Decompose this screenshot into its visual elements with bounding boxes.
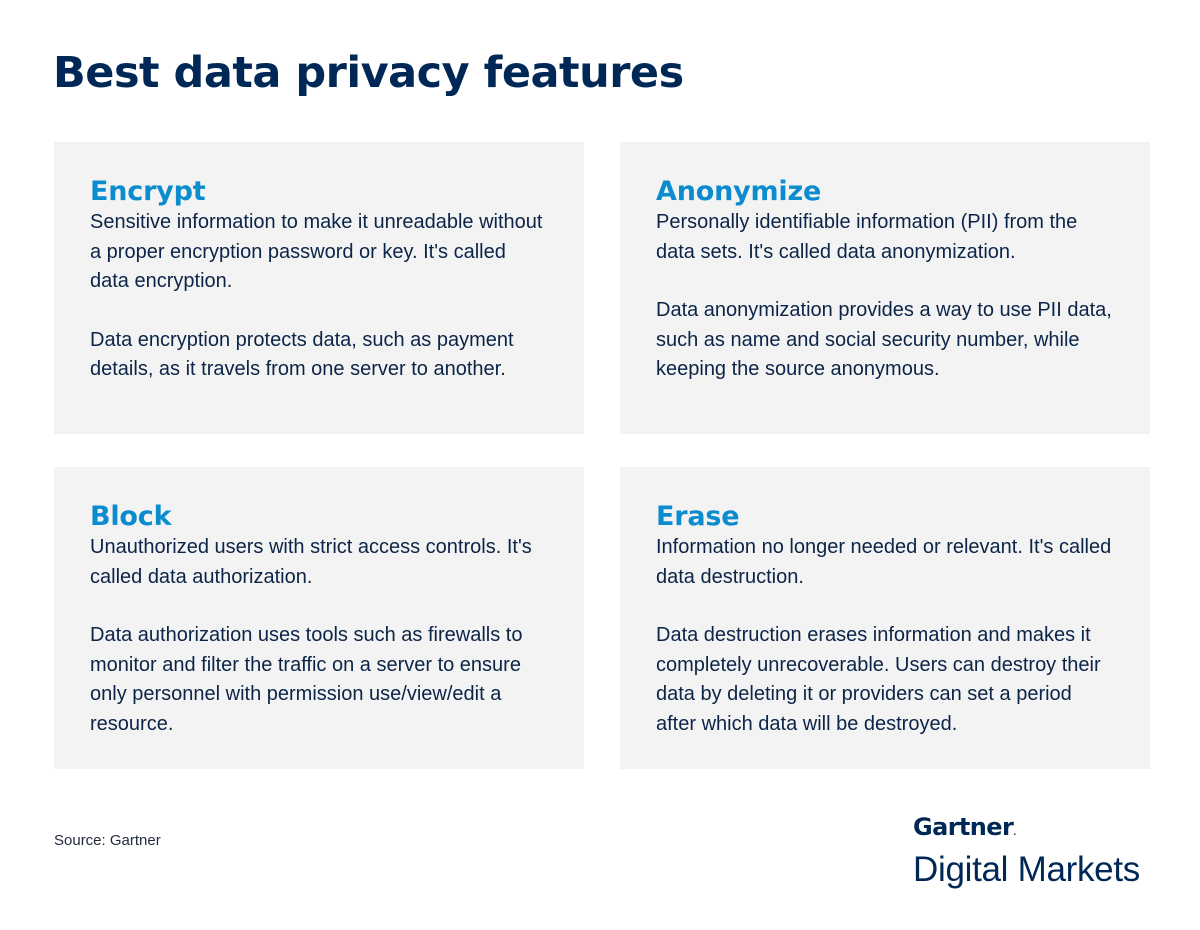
feature-card-erase <box>620 467 1150 769</box>
feature-card-block <box>54 467 584 769</box>
card-paragraph: Unauthorized users with strict access controls. It's called data authorization. <box>90 536 532 588</box>
logo-brand-line <box>913 812 1153 848</box>
card-heading: Anonymize <box>656 176 822 207</box>
card-heading: Erase <box>656 501 740 532</box>
card-paragraph: Data destruction erases information and makes it completely unrecoverable. Users can destroy their data by deleting it or providers can set a period after which data will be destroyed. <box>656 624 1101 735</box>
card-paragraph: Data authorization uses tools such as firewalls to monitor and filter the traffic on a server to ensure only personnel with permission use/view/edit a resource. <box>90 624 523 735</box>
card-heading: Block <box>90 501 172 532</box>
feature-card-anonymize <box>620 142 1150 434</box>
card-paragraph: Data encryption protects data, such as payment details, as it travels from one server to another. <box>90 328 514 380</box>
source-note: Source: Gartner <box>54 832 161 849</box>
card-paragraph: Data anonymization provides a way to use PII data, such as name and social security number, while keeping the source anonymous. <box>656 299 1112 380</box>
card-paragraph: Personally identifiable information (PII) from the data sets. It's called data anonymization. <box>656 211 1078 263</box>
page-title: Best data privacy features <box>53 48 684 98</box>
card-heading: Encrypt <box>90 176 206 207</box>
logo-brand: Gartner <box>913 813 1014 841</box>
card-paragraph: Information no longer needed or relevant. It's called data destruction. <box>656 536 1112 588</box>
card-paragraph: Sensitive information to make it unreadable without a proper encryption password or key. It's called data encryption. <box>90 211 543 292</box>
feature-card-encrypt <box>54 142 584 434</box>
logo-mark: . <box>1013 828 1017 837</box>
gartner-digital-markets-logo <box>913 812 1153 892</box>
logo-product: Digital Markets <box>913 850 1140 889</box>
